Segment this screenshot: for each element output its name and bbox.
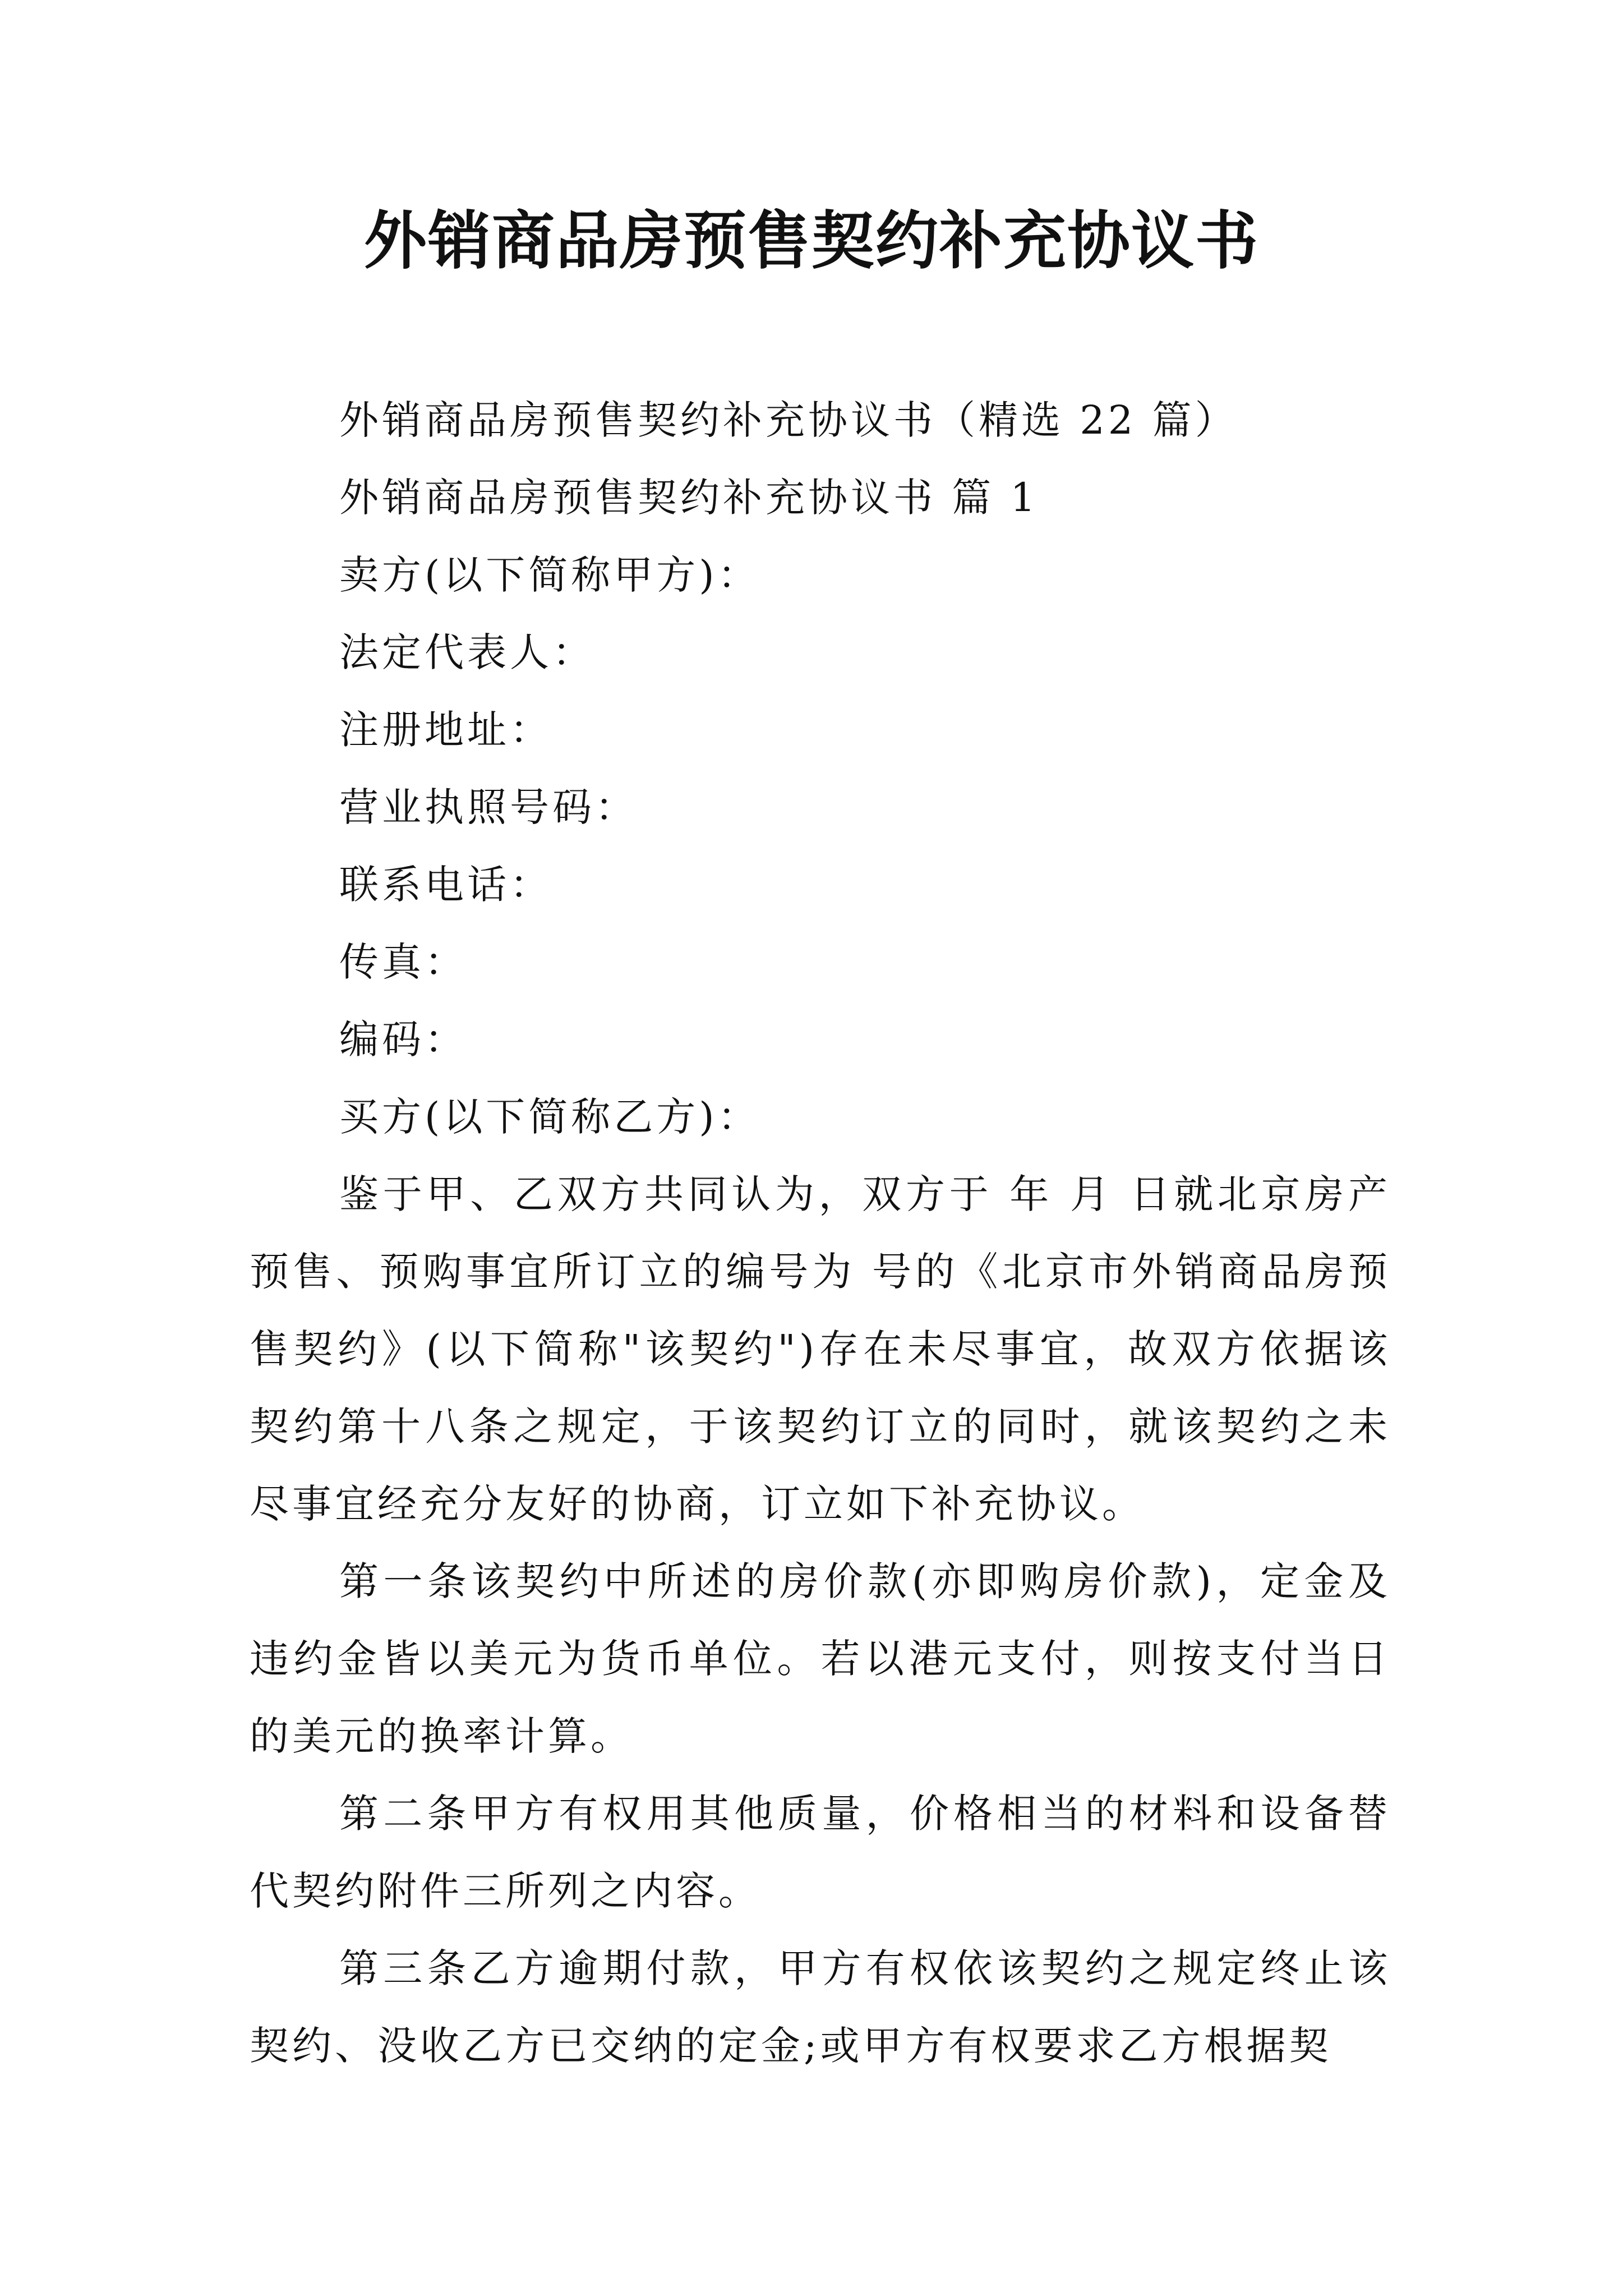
paragraph-preamble: 鉴于甲、乙双方共同认为，双方于 年 月 日就北京房产预售、预购事宜所订立的编号为 号的《北京市外销商品房预售契约》(以下简称"该契约")存在未尽事宜，故双方依据该契约第十八条之规定，于该契约订立的同时，就该契约之未尽事宜经充分友好的协商，订立如下补充协议。 (250, 1171, 1391, 1527)
document-title: 外销商品房预售契约补充协议书 (364, 204, 1259, 278)
paragraph-article-1: 第一条该契约中所述的房价款(亦即购房价款)，定金及违约金皆以美元为货币单位。若以港元支付，则按支付当日的美元的换率计算。 (250, 1558, 1391, 1759)
field-buyer: 买方(以下简称乙方)： (339, 1094, 760, 1140)
field-legal-representative: 法定代表人： (339, 629, 595, 675)
document-subtitle: 外销商品房预售契约补充协议书（精选 22 篇） (339, 397, 1238, 443)
field-registered-address: 注册地址： (339, 707, 552, 753)
document-body (250, 381, 1391, 2085)
field-fax: 传真： (339, 939, 467, 985)
section-heading: 外销商品房预售契约补充协议书 篇 1 (339, 475, 1039, 521)
field-postcode: 编码： (339, 1016, 467, 1062)
field-business-license: 营业执照号码： (339, 784, 638, 830)
field-phone: 联系电话： (339, 862, 552, 908)
paragraph-article-3: 第三条乙方逾期付款，甲方有权依该契约之规定终止该契约、没收乙方已交纳的定金;或甲方有权要求乙方根据契 (250, 1945, 1391, 2069)
field-seller: 卖方(以下简称甲方)： (339, 552, 760, 598)
paragraph-article-2: 第二条甲方有权用其他质量，价格相当的材料和设备替代契约附件三所列之内容。 (250, 1791, 1391, 1914)
